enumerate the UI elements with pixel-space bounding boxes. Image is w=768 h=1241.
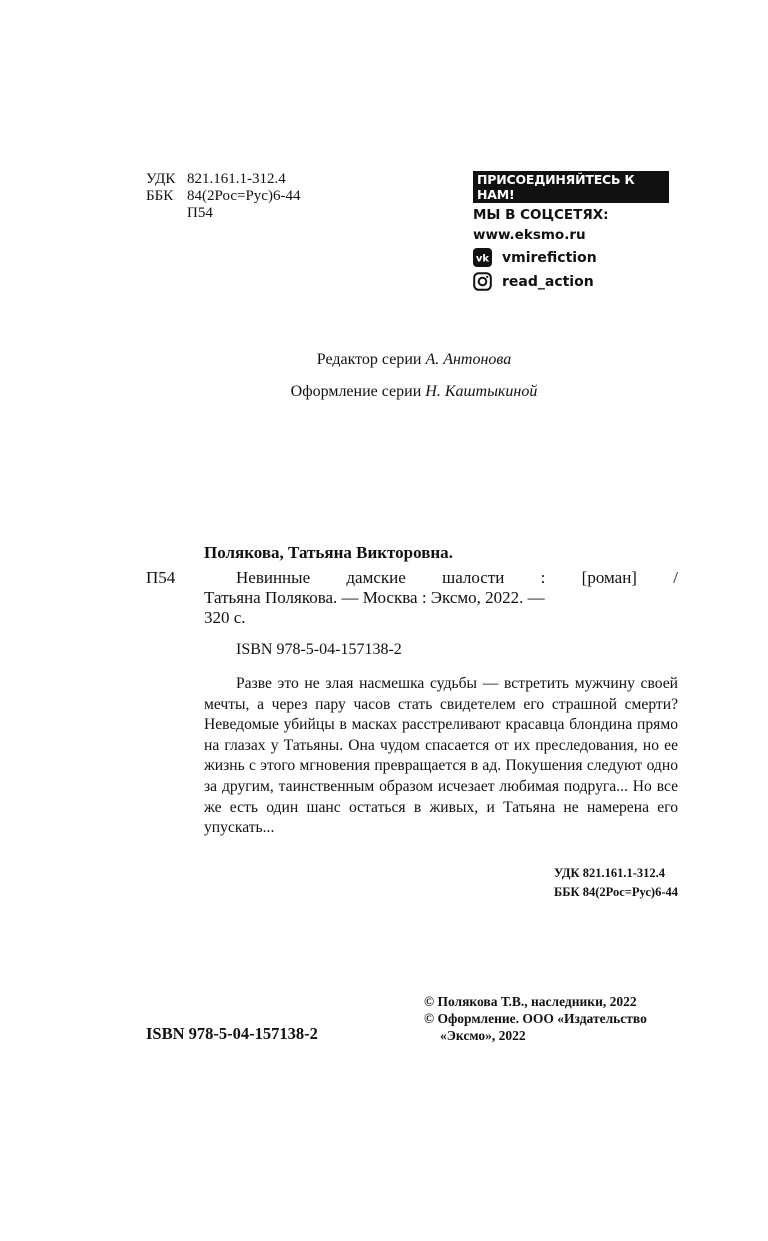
record-title-line2: Татьяна Полякова. — Москва : Эксмо, 2022. — [204, 588, 545, 607]
index-bbk: ББК 84(2Рос=Рус)6-44 [554, 885, 678, 899]
record-isbn: ISBN 978-5-04-157138-2 [236, 641, 402, 658]
series-editor-name: А. Антонова [425, 351, 512, 368]
record-title-line3: 320 с. [204, 608, 246, 627]
annotation-text: Разве это не злая насмешка судьбы — встретить мужчину своей мечты, а через пару часов стать свидетелем его страшной смерти? Неведомые убийцы в масках расстреливают красавца блондина прямо на глазах у Татьяны. Она чудом спасается от их преследования, но ее жизнь с этого мгновения превращается в ад. Покушения следуют одно за другим, таинственным образом исчезает любимая подруга... Но все же есть один шанс остаться в живых, и Татьяна не намерена его упускать... [204, 675, 678, 837]
author-code: П54 [187, 205, 213, 221]
udk-label: УДК [146, 171, 176, 187]
record-title-line1: Невинные дамские шалости : [роман] / [236, 568, 678, 587]
record-author: Полякова, Татьяна Викторовна. [204, 543, 453, 562]
instagram-handle: read_action [502, 273, 594, 290]
join-banner: ПРИСОЕДИНЯЙТЕСЬ К НАМ! [473, 171, 669, 203]
record-description [204, 568, 678, 628]
vk-handle: vmirefiction [502, 249, 597, 266]
instagram-icon [473, 272, 492, 291]
classification-block [146, 171, 300, 222]
instagram-row[interactable] [473, 272, 669, 291]
vk-row[interactable] [473, 248, 669, 267]
index-udk: УДК 821.161.1-312.4 [554, 866, 665, 880]
index-block [554, 864, 678, 902]
bbk-value: 84(2Рос=Рус)6-44 [187, 188, 301, 204]
series-editor [0, 351, 768, 369]
udk-value: 821.161.1-312.4 [187, 171, 286, 187]
series-design [0, 383, 768, 401]
series-design-name: Н. Каштыкиной [425, 383, 538, 400]
site-link[interactable]: www.eksmo.ru [473, 227, 586, 243]
series-editor-label: Редактор серии [316, 351, 422, 368]
bbk-label: ББК [146, 188, 174, 204]
record-code: П54 [146, 568, 176, 587]
udk-row [146, 171, 300, 188]
isbn-bottom: ISBN 978-5-04-157138-2 [146, 1024, 318, 1043]
copyright-line2: © Оформление. ООО «Издательство [424, 1011, 647, 1026]
social-subtitle: МЫ В СОЦСЕТЯХ: [473, 207, 609, 223]
series-design-label: Оформление серии [290, 383, 422, 400]
copyright-line3: «Эксмо», 2022 [440, 1028, 526, 1043]
copyright-line1: © Полякова Т.В., наследники, 2022 [424, 994, 637, 1009]
social-block [473, 171, 669, 291]
bbk-row [146, 188, 300, 205]
svg-text:vk: vk [475, 253, 490, 265]
copyright-block [424, 993, 684, 1044]
vk-icon [473, 248, 492, 267]
